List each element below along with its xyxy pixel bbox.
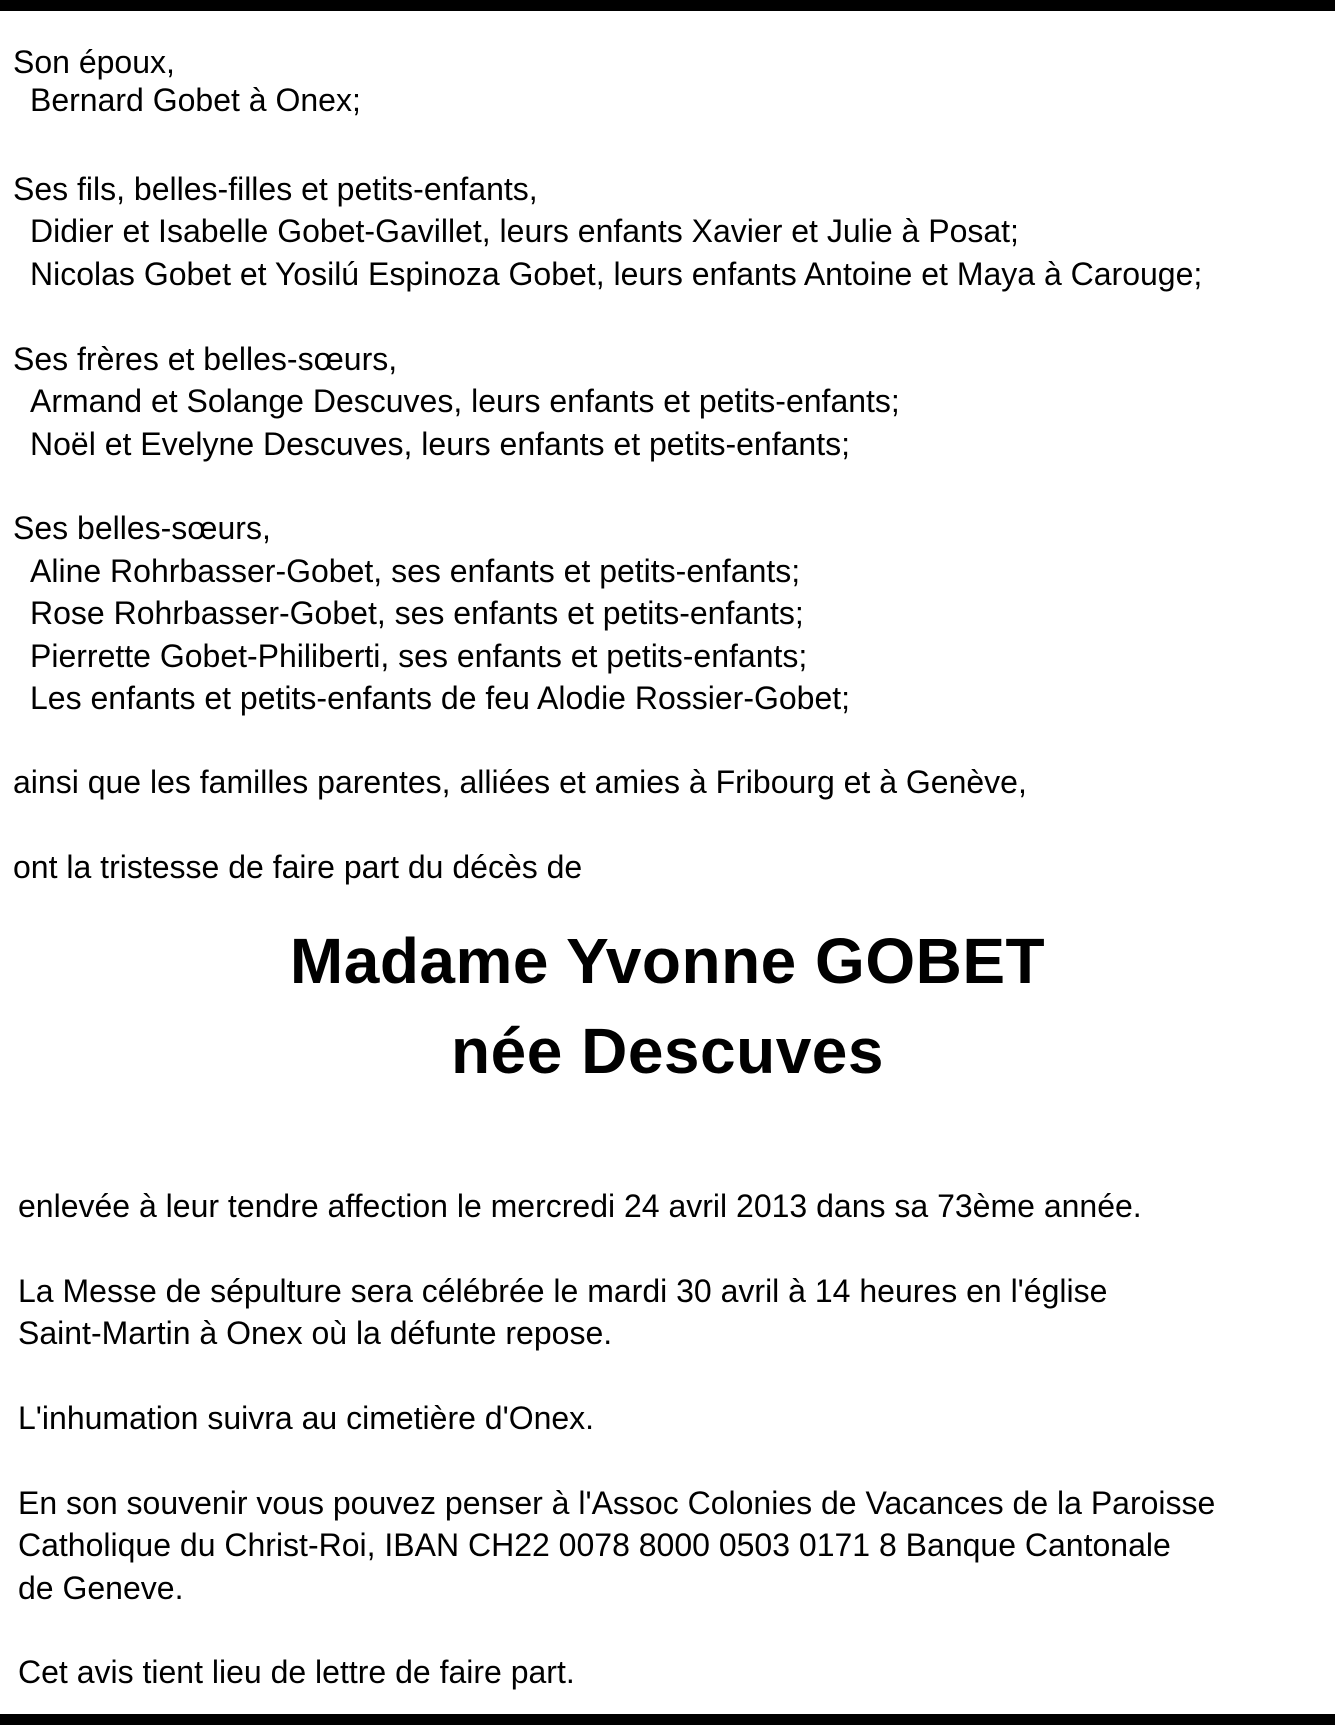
sons-member: Nicolas Gobet et Yosilú Espinoza Gobet, leurs enfants Antoine et Maya à Carouge; [30, 256, 1203, 292]
spouse-member: Bernard Gobet à Onex; [30, 82, 361, 118]
bottom-border-rule [0, 1714, 1335, 1725]
closing-note: Cet avis tient lieu de lettre de faire part. [18, 1654, 575, 1690]
sisters-in-law-member: Rose Rohrbasser-Gobet, ses enfants et petits-enfants; [30, 595, 804, 631]
deceased-name: Madame Yvonne GOBET [289, 925, 1046, 997]
death-notice: enlevée à leur tendre affection le mercredi 24 avril 2013 dans sa 73ème année. [18, 1188, 1142, 1224]
sons-heading: Ses fils, belles-filles et petits-enfants, [13, 171, 538, 207]
donation-details: de Geneve. [18, 1570, 184, 1606]
mass-details: La Messe de sépulture sera célébrée le mardi 30 avril à 14 heures en l'église [18, 1273, 1108, 1309]
siblings-member: Noël et Evelyne Descuves, leurs enfants et petits-enfants; [30, 426, 850, 462]
sisters-in-law-heading: Ses belles-sœurs, [13, 510, 271, 546]
sisters-in-law-member: Les enfants et petits-enfants de feu Alodie Rossier-Gobet; [30, 680, 851, 716]
sisters-in-law-member: Pierrette Gobet-Philiberti, ses enfants et petits-enfants; [30, 638, 808, 674]
donation-details: Catholique du Christ-Roi, IBAN CH22 0078 8000 0503 0171 8 Banque Cantonale [18, 1527, 1171, 1563]
announcement: ont la tristesse de faire part du décès de [13, 849, 583, 885]
siblings-member: Armand et Solange Descuves, leurs enfants et petits-enfants; [30, 383, 900, 419]
siblings-heading: Ses frères et belles-sœurs, [13, 341, 398, 377]
sisters-in-law-member: Aline Rohrbasser-Gobet, ses enfants et petits-enfants; [30, 553, 801, 589]
sons-member: Didier et Isabelle Gobet-Gavillet, leurs enfants Xavier et Julie à Posat; [30, 213, 1019, 249]
mass-details: Saint-Martin à Onex où la défunte repose. [18, 1315, 613, 1351]
spouse-heading: Son époux, [13, 44, 175, 80]
burial-details: L'inhumation suivra au cimetière d'Onex. [18, 1400, 595, 1436]
donation-details: En son souvenir vous pouvez penser à l'Assoc Colonies de Vacances de la Paroisse [18, 1485, 1216, 1521]
deceased-maiden-name: née Descuves [451, 1015, 884, 1087]
top-border-rule [0, 0, 1335, 11]
extended-family: ainsi que les familles parentes, alliées et amies à Fribourg et à Genève, [13, 764, 1027, 800]
